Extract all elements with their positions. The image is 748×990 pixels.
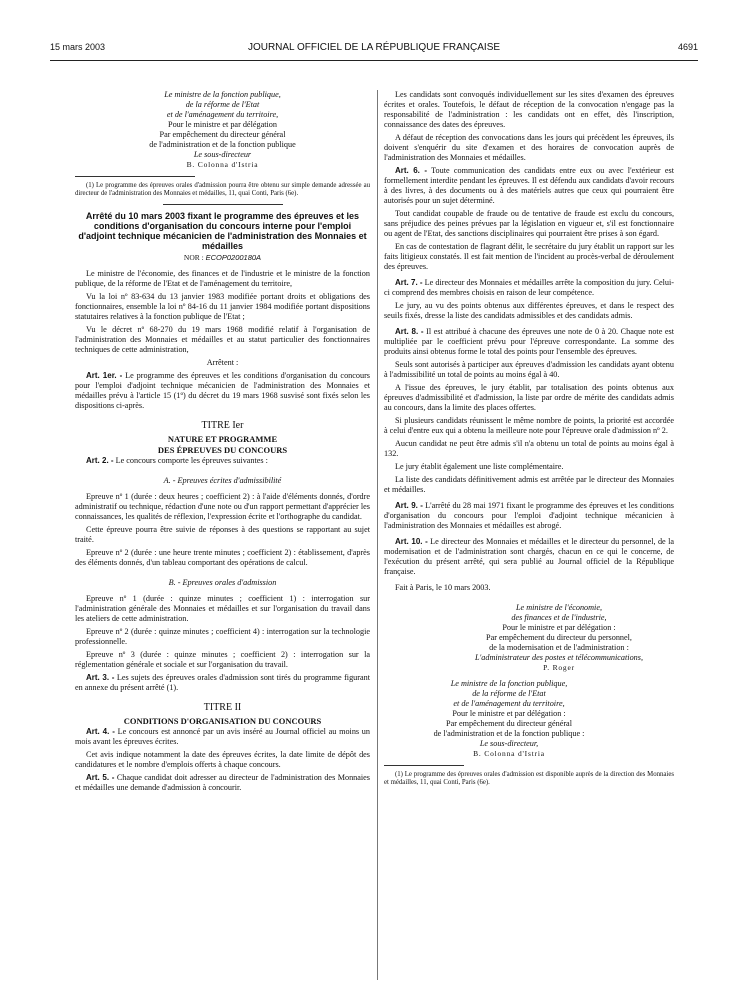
- section-a-heading: A. - Epreuves écrites d'admissibilité: [163, 476, 282, 485]
- sig-line: Le sous-directeur: [193, 150, 252, 159]
- sig-line: des finances et de l'industrie,: [511, 613, 607, 622]
- journal-title: JOURNAL OFFICIEL DE LA RÉPUBLIQUE FRANÇAISE: [247, 42, 501, 53]
- sig-line: Par empêchement du directeur général: [446, 719, 572, 728]
- header-rule: [50, 60, 698, 61]
- article-2: Art. 2. - Le concours comporte les épreuves suivantes :: [86, 456, 268, 465]
- paragraph: Le ministre de l'économie, des finances et de l'industrie et le ministre de la fonction publique, de la réforme de l'Etat et de l'aménagement du territoire,: [75, 269, 370, 288]
- paragraph: En cas de contestation de flagrant délit, le secrétaire du jury établit un rapport sur les faits litigieux constatés. Il est fait mention de l'incident au procès-verbal de déroulement des épreuves.: [384, 242, 674, 271]
- arrete-title: Arrêté du 10 mars 2003 fixant le programme des épreuves et les conditions d'organisation du concours interne pour l'emploi d'adjoint technique mécanicien de l'administration des Monnaies et médailles: [78, 211, 367, 251]
- titre-1-subtitle: NATURE ET PROGRAMME: [167, 434, 278, 444]
- fait-a-paris: Fait à Paris, le 10 mars 2003.: [395, 583, 491, 592]
- titre-1: TITRE Ier: [201, 420, 244, 431]
- sig-line: de la réforme de l'Etat: [185, 100, 260, 109]
- sig-line: et de l'aménagement du territoire,: [166, 110, 279, 119]
- sig-line: Le sous-directeur,: [479, 739, 539, 748]
- article-3: Art. 3. - Les sujets des épreuves orales d'admission sont tirés du programme figurant en annexe du présent arrêté (1).: [75, 673, 370, 692]
- article-6: Art. 6. - Toute communication des candidats entre eux ou avec l'extérieur est formellement interdite pendant les épreuves. Il est défendu aux candidats d'avoir recours à des livres, à des documents ou à des matériels autres que ceux qui pourraient être autorisés pour un sujet déterminé.: [384, 166, 674, 205]
- paragraph: Vu le décret nº 68-270 du 19 mars 1968 modifié relatif à l'organisation de l'administration des Monnaies et médailles et au statut particulier des fonctionnaires techniques de cette administration,: [75, 325, 370, 354]
- paragraph: Aucun candidat ne peut être admis s'il n'a obtenu un total de points au moins égal à 132.: [384, 439, 674, 458]
- sig-name: P. Roger: [543, 663, 575, 672]
- article-4: Art. 4. - Le concours est annoncé par un avis inséré au Journal officiel au moins un mois avant les épreuves écrites.: [75, 727, 370, 746]
- paragraph: Tout candidat coupable de fraude ou de tentative de fraude est exclu du concours, sans préjudice des peines prévues par la législation en vigueur et, s'il est fonctionnaire ou agent de l'Etat, des sanctions disciplinaires qui pourraient être prises à son égard.: [384, 209, 674, 238]
- signature-block-2: [384, 603, 674, 673]
- paragraph: Le jury, au vu des points obtenus aux différentes épreuves, et dans le respect des seuils fixés, dresse la liste des candidats admissibles et des candidats admis.: [384, 301, 674, 320]
- article-8: Art. 8. - Il est attribué à chacune des épreuves une note de 0 à 20. Chaque note est multipliée par le coefficient prévu pour l'épreuve correspondante. La somme des produits ainsi obtenus forme le total des points pour l'ensemble des épreuves.: [384, 327, 674, 356]
- sig-line: de l'administration et de la fonction publique :: [433, 729, 585, 738]
- paragraph: La liste des candidats définitivement admis est arrêtée par le directeur des Monnaies et médailles.: [384, 475, 674, 494]
- paragraph: Le jury établit également une liste complémentaire.: [395, 462, 564, 471]
- paragraph: Epreuve nº 2 (durée : quinze minutes ; coefficient 4) : interrogation sur la technologie professionnelle.: [75, 627, 370, 646]
- signature-block-1: [75, 90, 370, 170]
- paragraph: A défaut de réception des convocations dans les jours qui précèdent les épreuves, ils doivent s'enquérir du site d'examen et des horaires de convocation auprès de l'administration des Monnaies et médailles.: [384, 133, 674, 162]
- page-header: [50, 42, 698, 56]
- article-9: Art. 9. - L'arrêté du 28 mai 1971 fixant le programme des épreuves et les conditions d'organisation du concours pour l'emploi d'adjoint technique mécanicien à l'administration des Monnaies et médailles est abrogé.: [384, 501, 674, 530]
- sig-name: B. Colonna d'Istria: [473, 749, 545, 758]
- nor-reference: NOR : ECOP0200180A: [183, 253, 262, 262]
- sig-line: Pour le ministre et par délégation :: [502, 623, 616, 632]
- paragraph: Epreuve nº 1 (durée : quinze minutes ; coefficient 1) : interrogation sur l'administration générale des Monnaies et médailles et sur l'organisation du travail dans les ateliers de cette administration.: [75, 594, 370, 623]
- sig-line: Le ministre de l'économie,: [515, 603, 603, 612]
- paragraph: Cette épreuve pourra être suivie de réponses à des questions se rapportant au sujet traité.: [75, 525, 370, 544]
- sig-name: B. Colonna d'Istria: [186, 160, 259, 169]
- sig-line: de l'administration et de la fonction publique: [149, 140, 296, 149]
- footnote: (1) Le programme des épreuves orales d'admission est disponible auprès de la direction des Monnaies et médailles, 11, quai Conti, Paris (6e).: [384, 771, 674, 786]
- section-b-heading: B. - Epreuves orales d'admission: [168, 578, 277, 587]
- sig-line: Le ministre de la fonction publique,: [450, 679, 568, 688]
- article-10: Art. 10. - Le directeur des Monnaies et médailles et le directeur du personnel, de la modernisation et de l'administration sont chargés, chacun en ce qui le concerne, de l'exécution du présent arrêté, qui sera publié au Journal officiel de la République française.: [384, 537, 674, 576]
- sig-line: Par empêchement du directeur général: [159, 130, 286, 139]
- footnote: (1) Le programme des épreuves orales d'admission pourra être obtenu sur simple demande adressée au directeur de l'administration des Monnaies et médailles, 11, quai Conti, Paris (6e).: [75, 182, 370, 197]
- footnote-rule: [384, 765, 464, 766]
- paragraph: Epreuve nº 3 (durée : quinze minutes ; coefficient 2) : interrogation sur la réglementation générale et sociale et sur l'organisation du travail.: [75, 650, 370, 669]
- footnote-rule: [75, 176, 195, 177]
- paragraph: Seuls sont autorisés à participer aux épreuves d'admission les candidats ayant obtenu à l'admissibilité un total de points au moins égal à 40.: [384, 360, 674, 379]
- paragraph: Les candidats sont convoqués individuellement sur les sites d'examen des épreuves écrites et orales. Toutefois, le défaut de réception de la convocation n'engage pas la responsabilité de l'administration : les candidats ont en effet, dès l'inscription, connaissance des dates des épreuves.: [384, 90, 674, 129]
- sig-line: de la réforme de l'Etat: [472, 689, 546, 698]
- sig-line: Pour le ministre et par délégation: [168, 120, 277, 129]
- article-5: Art. 5. - Chaque candidat doit adresser au directeur de l'administration des Monnaies et médailles une demande d'admission à concourir.: [75, 773, 370, 792]
- signature-block-3: [384, 679, 674, 759]
- paragraph: Epreuve nº 1 (durée : deux heures ; coefficient 2) : à l'aide d'éléments donnés, d'ordre administratif ou technique, rédaction d'une note ou d'un rapport permettant d'apprécier les connaissances, les qualités de réflexion, l'expression écrite et l'orthographe du candidat.: [75, 492, 370, 521]
- titre-1-subtitle: DES ÉPREUVES DU CONCOURS: [157, 445, 288, 455]
- paragraph: Epreuve nº 2 (durée : une heure trente minutes ; coefficient 2) : établissement, d'après des éléments donnés, d'un tableau comportant des opérations de calcul.: [75, 548, 370, 567]
- arretent: Arrêtent :: [206, 358, 239, 367]
- titre-2: TITRE II: [203, 702, 242, 713]
- paragraph: Si plusieurs candidats réunissent le même nombre de points, la priorité est accordée à celui d'entre eux qui a obtenu la meilleure note pour l'épreuve orale d'admission nº 2.: [384, 416, 674, 435]
- column-separator: [377, 90, 378, 980]
- sig-line: Par empêchement du directeur du personnel,: [486, 633, 632, 642]
- paragraph: Vu la loi nº 83-634 du 13 janvier 1983 modifiée portant droits et obligations des fonctionnaires, ensemble la loi nº 84-16 du 11 janvier 1984 modifiée portant dispositions statutaires relatives à la fonction publique de l'Etat ;: [75, 292, 370, 321]
- paragraph: Cet avis indique notamment la date des épreuves écrites, la date limite de dépôt des candidatures et le nombre d'emplois offerts à chaque concours.: [75, 750, 370, 769]
- sig-line: de la modernisation et de l'administration :: [489, 643, 629, 652]
- sig-line: L'administrateur des postes et télécommunications,: [475, 653, 643, 662]
- page-number: 4691: [677, 42, 698, 52]
- sig-line: Pour le ministre et par délégation :: [452, 709, 566, 718]
- sig-line: Le ministre de la fonction publique,: [164, 90, 281, 99]
- left-column: [75, 90, 370, 796]
- titre-2-subtitle: CONDITIONS D'ORGANISATION DU CONCOURS: [123, 716, 322, 726]
- issue-date: 15 mars 2003: [50, 42, 106, 52]
- paragraph: A l'issue des épreuves, le jury établit, par totalisation des points obtenus aux épreuves d'admissibilité et d'admission, la liste par ordre de mérite des candidats admis au concours, dans la limite des places offertes.: [384, 383, 674, 412]
- section-rule: [163, 204, 283, 205]
- sig-line: et de l'aménagement du territoire,: [453, 699, 565, 708]
- article-7: Art. 7. - Le directeur des Monnaies et médailles arrête la composition du jury. Celui-ci comprend des membres choisis en raison de leur compétence.: [384, 278, 675, 297]
- right-column: [384, 90, 674, 790]
- article-1: Art. 1er. - Le programme des épreuves et les conditions d'organisation du concours pour l'emploi d'adjoint technique mécanicien de l'administration des Monnaies et médailles prévu à l'article 15 (1º) du décret du 19 mars 1968 susvisé sont fixés selon les dispositions ci-après.: [75, 371, 370, 410]
